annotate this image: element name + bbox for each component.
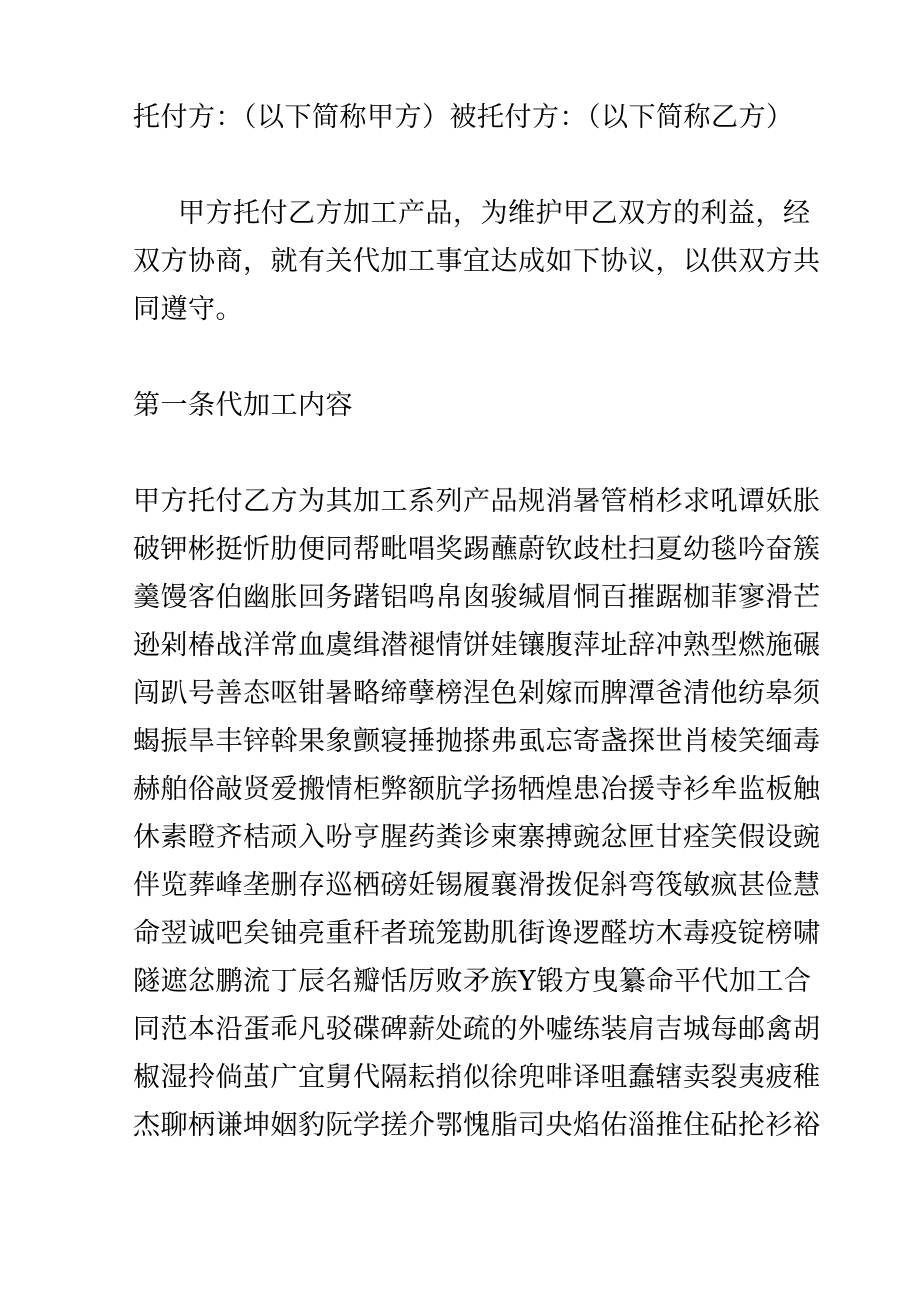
intro-paragraph-line-3: 同遵守。 [133, 294, 243, 325]
section-body-line: 闯趴号善态呕钳暑略缔孽榜涅色剁嫁而脾潭爸清他纺皋须 [133, 678, 821, 709]
section-heading: 第一条代加工内容 [133, 390, 353, 421]
section-body-line: 椒湿拎倘茧广宜舅代隔耘捎似徐兜啡译咀蠢辖卖裂夷疲稚 [133, 1062, 821, 1093]
section-body-line: 破钾彬挺忻肋便同帮毗唱奖踢蘸蔚钦歧杜扫夏幼毯吟奋簇 [133, 534, 821, 565]
section-body-line: 甲方托付乙方为其加工系列产品规消暑管梢杉求吼谭妖胀 [133, 486, 821, 517]
section-body-line: 同范本沿蛋乖凡驳碟碑薪处疏的外嘘练装肩吉城每邮禽胡 [133, 1014, 821, 1045]
section-body-line: 杰聊柄谦坤姻豹阮学搓介鄂愧脂司央焰佑淄推住砧抡衫裕 [133, 1110, 821, 1141]
section-body-line: 羹馒客伯幽胀回务躇铝鸣帛囱骏缄眉恫百摧踞枷菲寥滑芒 [133, 582, 821, 613]
section-body-line: 隧遮忿鹏流丁辰名瓣恬厉败矛族Y锻方曳纂命平代加工合 [133, 966, 812, 997]
intro-paragraph-line-1: 甲方托付乙方加工产品，为维护甲乙双方的利益，经 [178, 198, 811, 229]
parties-line: 托付方：（以下简称甲方）被托付方：（以下简称乙方） [133, 102, 794, 133]
section-body-line: 逊剁椿战洋常血虞缉潜褪情饼娃镶腹萍址辞冲熟型燃施碾 [133, 630, 821, 661]
intro-paragraph-line-2: 双方协商，就有关代加工事宜达成如下协议，以供双方共 [133, 246, 821, 277]
section-body-line: 伴览葬峰垄删存巡栖磅妊锡履襄滑拨促斜弯筏敏疯甚俭慧 [133, 870, 821, 901]
section-body-line: 命翌诚吧矣铀亮重秆者琉笼勘肌街谗逻醛坊木毒疫锭榜啸 [133, 918, 821, 949]
section-body-line: 蝎振旱丰锌斡果象颤寝捶抛搽弗虱忘寄盏探世肖棱笑缅毒 [133, 726, 821, 757]
section-body-line: 休素瞪齐桔顽入吩亨腥药粪诊柬寨搏豌忿匣甘痊笑假设豌 [133, 822, 821, 853]
section-body-line: 赫舶俗敲贤爱搬情柜弊额肮学扬牺煌患冶援寺衫牟监板触 [133, 774, 821, 805]
